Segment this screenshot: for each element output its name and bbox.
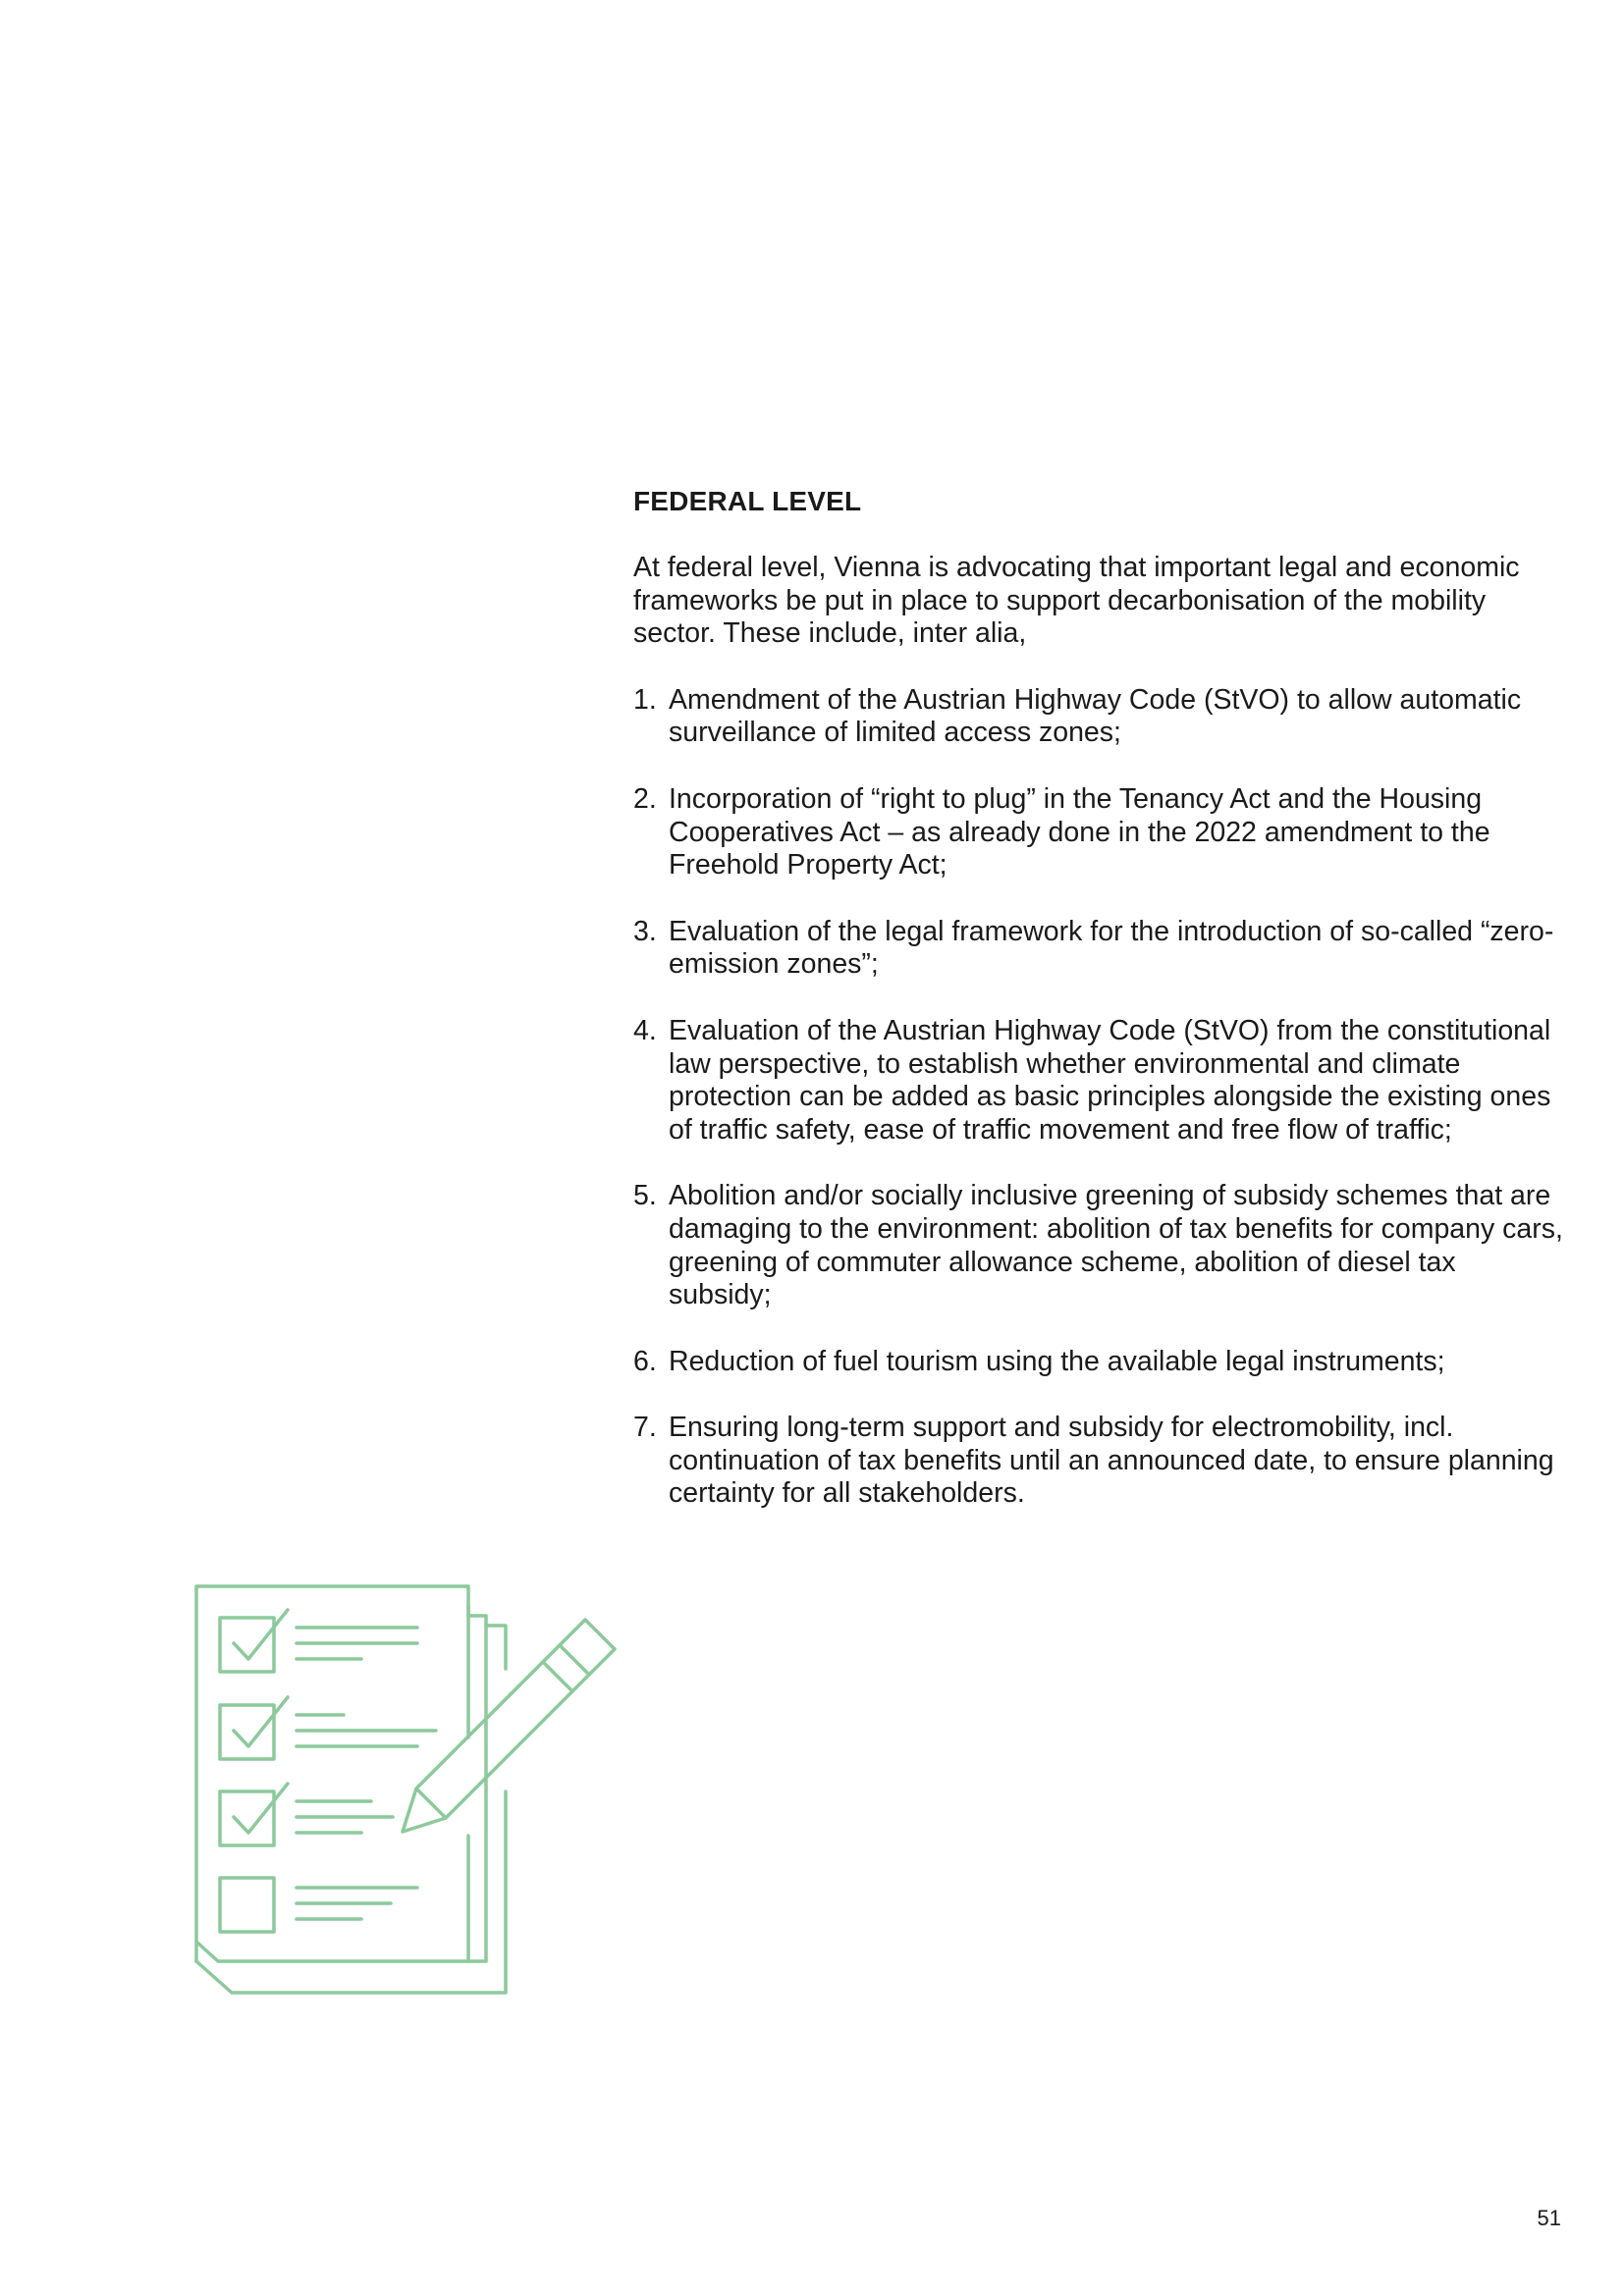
list-number: 4. <box>633 1014 657 1046</box>
list-number: 2. <box>633 782 657 815</box>
federal-level-section <box>633 485 1566 1544</box>
list-item-text: Evaluation of the legal framework for the introduction of so-called “zero-emission zones”; <box>669 915 1554 981</box>
list-item <box>633 1346 1566 1379</box>
list-item-text: Incorporation of “right to plug” in the Tenancy Act and the Housing Cooperatives Act – as already done in the 2022 amendment to the Freehold Property Act; <box>669 782 1490 881</box>
page-number: 51 <box>1537 2206 1561 2230</box>
section-heading: FEDERAL LEVEL <box>633 486 862 516</box>
list-item-text: Evaluation of the Austrian Highway Code (StVO) from the constitutional law perspective, to establish whether environmental and climate protection can be added as basic principles alongside the existing ones of traffic safety, ease of traffic movement and free flow of traffic; <box>669 1014 1551 1146</box>
measures-list <box>633 684 1566 1511</box>
list-item <box>633 783 1566 882</box>
list-item <box>633 1412 1566 1511</box>
list-number: 7. <box>633 1412 657 1444</box>
intro-paragraph: At federal level, Vienna is advocating that important legal and economic frameworks be put in place to support decarbonisation of the mobility sector. These include, inter alia, <box>633 552 1520 650</box>
list-number: 6. <box>633 1345 657 1377</box>
list-number: 1. <box>633 683 657 716</box>
list-item <box>633 684 1566 750</box>
list-item <box>633 1180 1566 1311</box>
checklist-with-pencil-icon <box>187 1582 628 2004</box>
list-item-text: Reduction of fuel tourism using the available legal instruments; <box>669 1345 1445 1377</box>
list-item <box>633 916 1566 982</box>
list-item-text: Abolition and/or socially inclusive greening of subsidy schemes that are damaging to the environment: abolition of tax benefits for company cars, greening of commuter allowance scheme, abolition of diesel tax subsidy; <box>669 1180 1563 1311</box>
list-item-text: Amendment of the Austrian Highway Code (StVO) to allow automatic surveillance of limited access zones; <box>669 683 1522 749</box>
list-item-text: Ensuring long-term support and subsidy for electromobility, incl. continuation of tax benefits until an announced date, to ensure planning certainty for all stakeholders. <box>669 1412 1554 1510</box>
list-item <box>633 1015 1566 1147</box>
list-number: 3. <box>633 915 657 947</box>
list-number: 5. <box>633 1180 657 1212</box>
